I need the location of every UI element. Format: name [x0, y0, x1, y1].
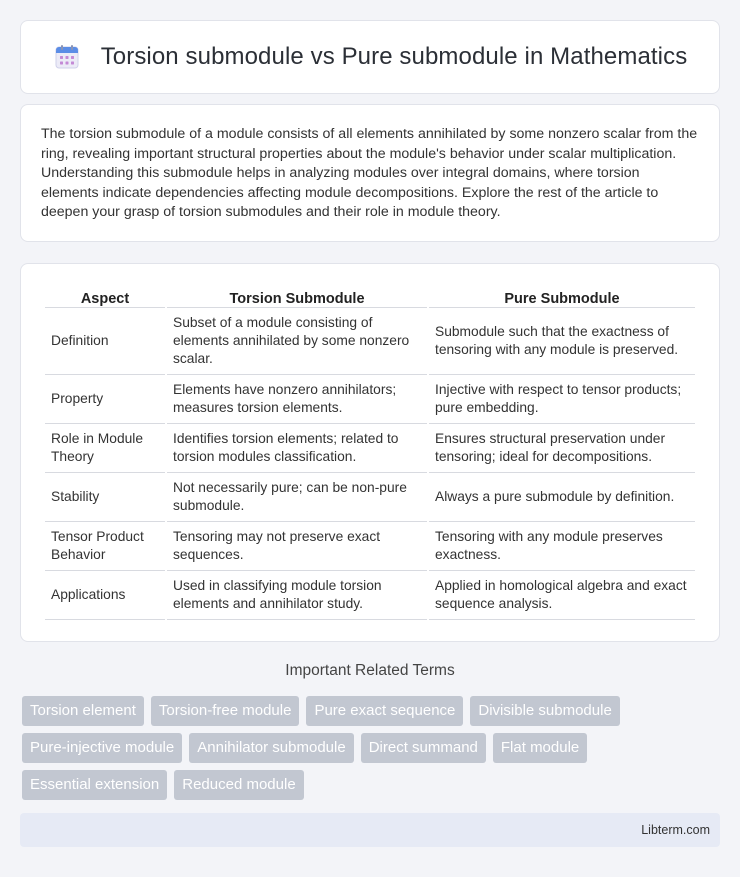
column-header-pure: Pure Submodule	[429, 284, 695, 308]
related-terms-list	[22, 696, 722, 800]
table-cell-aspect: Property	[45, 375, 165, 424]
page-title: Torsion submodule vs Pure submodule in Mathematics	[100, 43, 688, 70]
table-cell-aspect: Tensor Product Behavior	[45, 522, 165, 571]
table-cell-torsion: Elements have nonzero annihilators; measures torsion elements.	[167, 375, 427, 424]
table-row	[45, 375, 695, 424]
tag-pure-injective-module[interactable]: Pure-injective module	[22, 733, 182, 763]
comparison-table-card	[20, 263, 720, 642]
column-header-aspect: Aspect	[45, 284, 165, 308]
tag-reduced-module[interactable]: Reduced module	[174, 770, 303, 800]
intro-paragraph: The torsion submodule of a module consists of all elements annihilated by some nonzero scalar from the ring, revealing important structural properties about the module's behavior under scalar multiplication. Understanding this submodule helps in analyzing modules over integral domains, where torsion elements indicate dependencies affecting module decompositions. Explore the rest of the article to deepen your grasp of torsion submodules and their role in module theory.	[41, 126, 698, 221]
table-cell-torsion: Used in classifying module torsion elements and annihilator study.	[167, 571, 427, 620]
calendar-grid-icon	[53, 43, 81, 71]
table-cell-torsion: Subset of a module consisting of elements annihilated by some nonzero scalar.	[167, 308, 427, 375]
table-cell-pure: Submodule such that the exactness of tensoring with any module is preserved.	[429, 308, 695, 375]
footer-site-link[interactable]: Libterm.com	[641, 823, 710, 837]
table-row	[45, 473, 695, 522]
tag-pure-exact-sequence[interactable]: Pure exact sequence	[306, 696, 463, 726]
table-row	[45, 308, 695, 375]
table-cell-torsion: Tensoring may not preserve exact sequences.	[167, 522, 427, 571]
footer	[20, 813, 720, 847]
table-cell-aspect: Definition	[45, 308, 165, 375]
tag-flat-module[interactable]: Flat module	[493, 733, 587, 763]
comparison-table	[43, 284, 697, 620]
table-cell-pure: Injective with respect to tensor products; pure embedding.	[429, 375, 695, 424]
table-row	[45, 424, 695, 473]
related-terms-heading: Important Related Terms	[285, 662, 455, 679]
table-cell-aspect: Stability	[45, 473, 165, 522]
intro-card	[20, 104, 720, 242]
table-cell-pure: Tensoring with any module preserves exactness.	[429, 522, 695, 571]
table-cell-aspect: Applications	[45, 571, 165, 620]
tag-torsion-free-module[interactable]: Torsion-free module	[151, 696, 300, 726]
table-cell-pure: Ensures structural preservation under tensoring; ideal for decompositions.	[429, 424, 695, 473]
tag-divisible-submodule[interactable]: Divisible submodule	[470, 696, 619, 726]
table-cell-torsion: Identifies torsion elements; related to torsion modules classification.	[167, 424, 427, 473]
header-card	[20, 20, 720, 94]
tag-essential-extension[interactable]: Essential extension	[22, 770, 167, 800]
column-header-torsion: Torsion Submodule	[167, 284, 427, 308]
table-cell-aspect: Role in Module Theory	[45, 424, 165, 473]
table-row	[45, 522, 695, 571]
table-cell-pure: Always a pure submodule by definition.	[429, 473, 695, 522]
tag-torsion-element[interactable]: Torsion element	[22, 696, 144, 726]
table-cell-pure: Applied in homological algebra and exact sequence analysis.	[429, 571, 695, 620]
table-header-row	[45, 284, 695, 308]
table-cell-torsion: Not necessarily pure; can be non-pure submodule.	[167, 473, 427, 522]
tag-direct-summand[interactable]: Direct summand	[361, 733, 486, 763]
table-row	[45, 571, 695, 620]
tag-annihilator-submodule[interactable]: Annihilator submodule	[189, 733, 353, 763]
